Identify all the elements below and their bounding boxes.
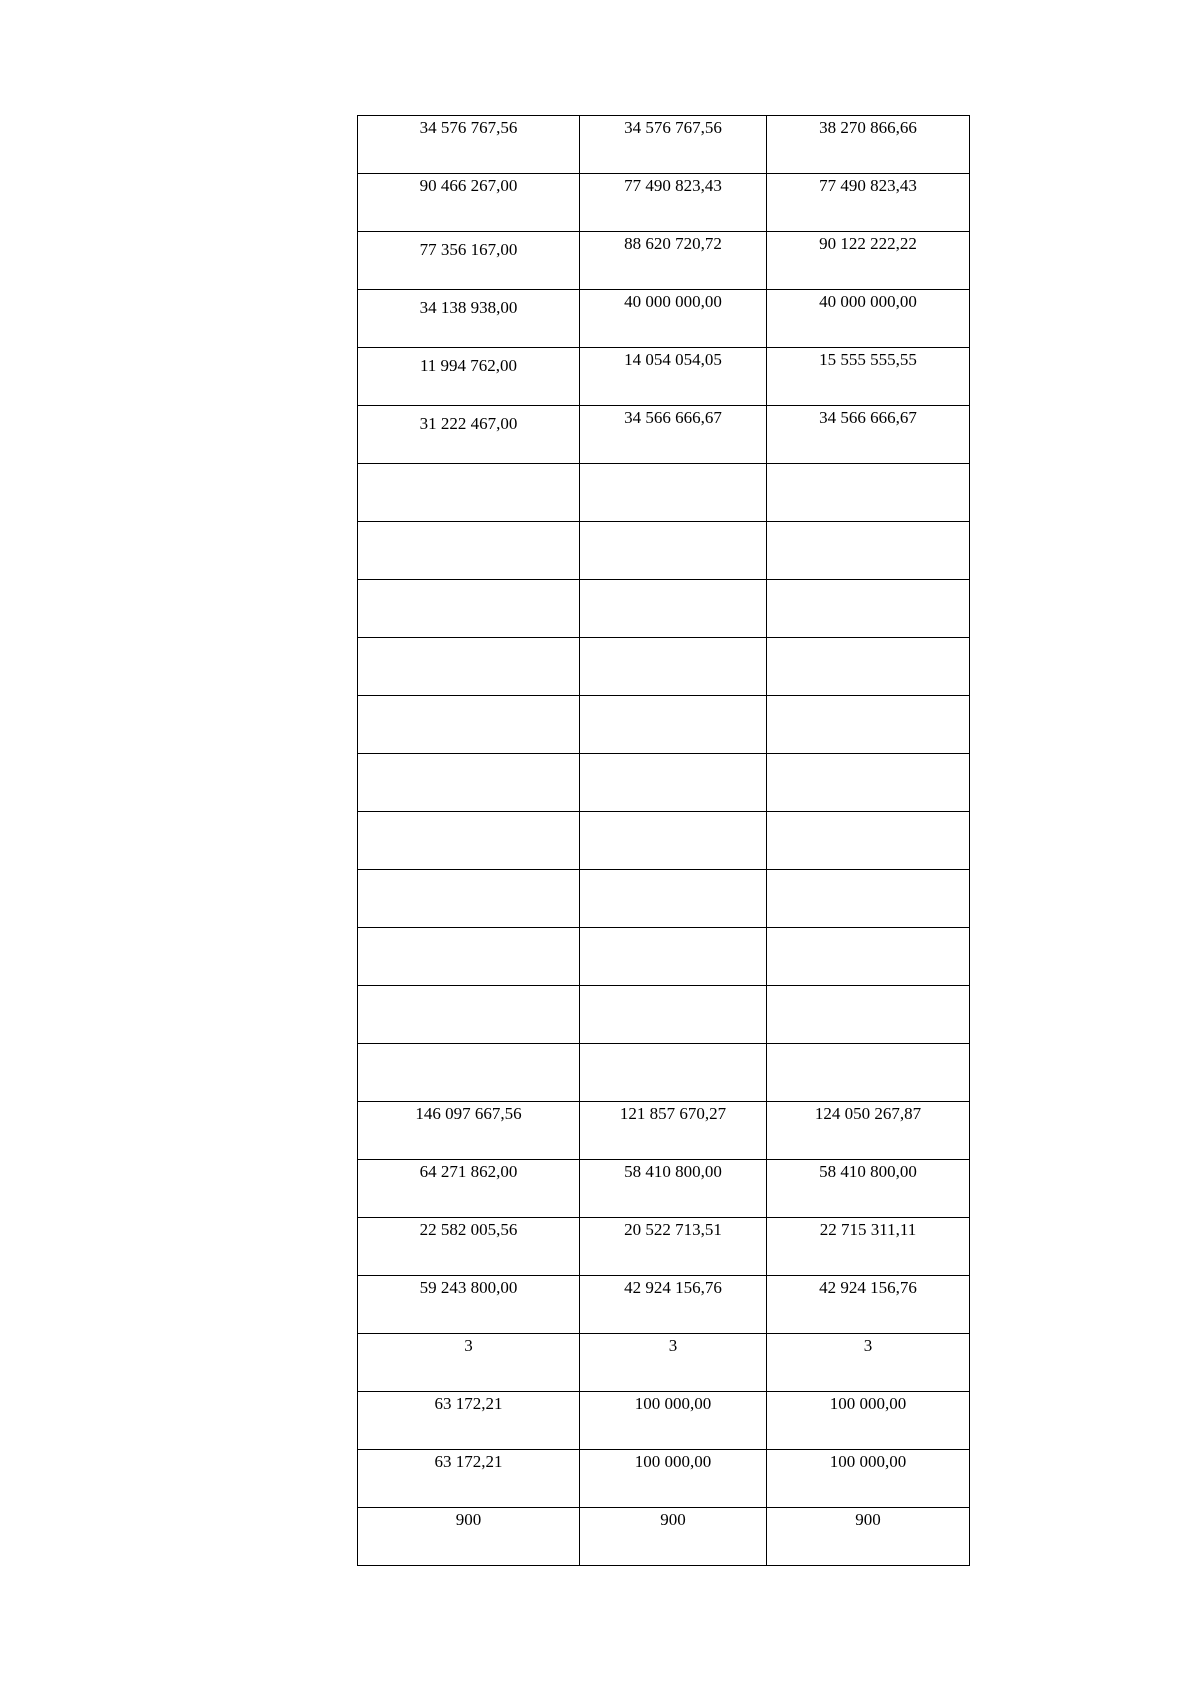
table-cell: 121 857 670,27	[580, 1102, 767, 1160]
table-row	[358, 232, 970, 290]
table-cell	[580, 696, 767, 754]
table-cell: 77 490 823,43	[767, 174, 970, 232]
table-cell	[358, 696, 580, 754]
table-cell	[358, 870, 580, 928]
table-row	[358, 1508, 970, 1566]
table-cell: 34 576 767,56	[580, 116, 767, 174]
table-cell	[767, 754, 970, 812]
table-row	[358, 348, 970, 406]
table-cell: 22 582 005,56	[358, 1218, 580, 1276]
table-cell	[358, 812, 580, 870]
table-cell: 34 566 666,67	[767, 406, 970, 464]
table-row	[358, 1392, 970, 1450]
table-cell	[767, 986, 970, 1044]
table-cell: 64 271 862,00	[358, 1160, 580, 1218]
table-row	[358, 290, 970, 348]
table-row	[358, 406, 970, 464]
table-cell: 63 172,21	[358, 1392, 580, 1450]
table-row	[358, 464, 970, 522]
table-cell: 146 097 667,56	[358, 1102, 580, 1160]
table-cell: 58 410 800,00	[767, 1160, 970, 1218]
table-row	[358, 928, 970, 986]
table-cell	[767, 522, 970, 580]
table-row	[358, 116, 970, 174]
table-cell	[767, 812, 970, 870]
table-row	[358, 870, 970, 928]
table-cell: 90 122 222,22	[767, 232, 970, 290]
table-cell: 34 566 666,67	[580, 406, 767, 464]
table-cell: 3	[767, 1334, 970, 1392]
table-cell	[767, 1044, 970, 1102]
table-cell	[580, 1044, 767, 1102]
table-cell	[358, 1044, 580, 1102]
table-cell	[358, 754, 580, 812]
table-cell: 900	[580, 1508, 767, 1566]
table-row	[358, 1450, 970, 1508]
table-cell: 42 924 156,76	[580, 1276, 767, 1334]
table-cell	[767, 696, 970, 754]
table-row	[358, 1160, 970, 1218]
table-cell	[767, 870, 970, 928]
table-cell	[580, 812, 767, 870]
table-cell: 20 522 713,51	[580, 1218, 767, 1276]
table-row	[358, 1044, 970, 1102]
table-cell	[767, 464, 970, 522]
table-cell: 15 555 555,55	[767, 348, 970, 406]
table-cell: 14 054 054,05	[580, 348, 767, 406]
table-row	[358, 522, 970, 580]
table-row	[358, 1218, 970, 1276]
table-cell: 77 356 167,00	[358, 232, 580, 290]
table-row	[358, 1276, 970, 1334]
table-cell	[358, 638, 580, 696]
table-cell: 11 994 762,00	[358, 348, 580, 406]
table-cell: 90 466 267,00	[358, 174, 580, 232]
table-cell	[580, 986, 767, 1044]
table-cell	[580, 870, 767, 928]
table-cell: 58 410 800,00	[580, 1160, 767, 1218]
table-row	[358, 812, 970, 870]
table-cell: 34 576 767,56	[358, 116, 580, 174]
table-cell	[358, 580, 580, 638]
table-cell	[358, 464, 580, 522]
data-table	[357, 115, 970, 1566]
table-cell: 124 050 267,87	[767, 1102, 970, 1160]
table-cell: 3	[580, 1334, 767, 1392]
table-cell: 42 924 156,76	[767, 1276, 970, 1334]
table-cell	[580, 464, 767, 522]
table-row	[358, 754, 970, 812]
table-cell: 77 490 823,43	[580, 174, 767, 232]
table-cell: 38 270 866,66	[767, 116, 970, 174]
table-cell: 88 620 720,72	[580, 232, 767, 290]
table-row	[358, 174, 970, 232]
table-cell: 22 715 311,11	[767, 1218, 970, 1276]
table-cell	[767, 580, 970, 638]
table-cell	[580, 928, 767, 986]
table-cell: 100 000,00	[580, 1450, 767, 1508]
table-cell: 31 222 467,00	[358, 406, 580, 464]
table-cell: 3	[358, 1334, 580, 1392]
table-cell: 40 000 000,00	[580, 290, 767, 348]
table-row	[358, 1334, 970, 1392]
table-row	[358, 696, 970, 754]
table-cell	[358, 986, 580, 1044]
table-row	[358, 580, 970, 638]
table-cell	[767, 638, 970, 696]
table-cell	[580, 522, 767, 580]
table-cell: 63 172,21	[358, 1450, 580, 1508]
table-cell	[580, 580, 767, 638]
table-cell: 100 000,00	[580, 1392, 767, 1450]
table-cell	[580, 754, 767, 812]
table-cell	[767, 928, 970, 986]
table-cell: 100 000,00	[767, 1450, 970, 1508]
table-cell: 900	[767, 1508, 970, 1566]
table-cell	[358, 928, 580, 986]
table-cell: 59 243 800,00	[358, 1276, 580, 1334]
table-cell	[580, 638, 767, 696]
table-cell	[358, 522, 580, 580]
table-cell: 100 000,00	[767, 1392, 970, 1450]
table-row	[358, 1102, 970, 1160]
table-cell: 34 138 938,00	[358, 290, 580, 348]
table-row	[358, 986, 970, 1044]
table-cell: 900	[358, 1508, 580, 1566]
table-cell: 40 000 000,00	[767, 290, 970, 348]
table-row	[358, 638, 970, 696]
